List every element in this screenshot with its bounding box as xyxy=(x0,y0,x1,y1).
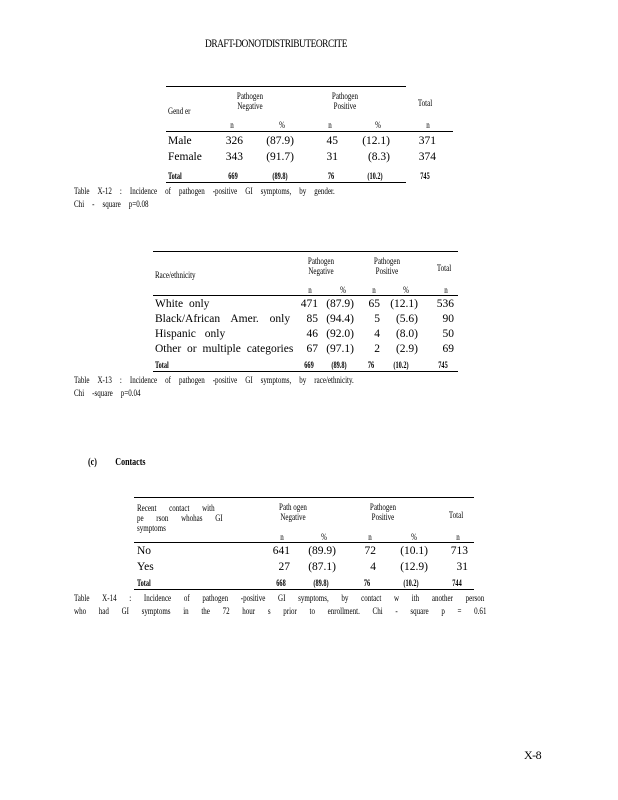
table-header-rule xyxy=(153,295,458,296)
table-top-rule xyxy=(166,86,406,87)
cell-total: 744 xyxy=(452,578,462,588)
cell-p1: (89.8) xyxy=(331,360,347,370)
row-label: Black/African Amer. only xyxy=(155,313,291,325)
total-header: Total xyxy=(436,263,452,273)
sub-n: n xyxy=(280,532,284,542)
cell-p2: (8.0) xyxy=(395,328,418,340)
table-header-rule xyxy=(166,131,453,132)
section-title: Contacts xyxy=(115,457,146,468)
table-caption-stat: Chi - square p=0.08 xyxy=(74,199,149,209)
row-label: Other or multiple categories xyxy=(155,343,294,355)
cell-total: 713 xyxy=(450,545,468,557)
cell-n2: 76 xyxy=(363,578,371,588)
table-bottom-rule xyxy=(134,589,474,590)
table-header-rule xyxy=(134,542,474,543)
cell-p2: (12.1) xyxy=(362,135,390,147)
cell-n2: 5 xyxy=(374,313,380,325)
cell-n2: 4 xyxy=(370,561,376,573)
cell-p1: (91.7) xyxy=(266,151,294,163)
cell-p1: (87.9) xyxy=(326,298,354,310)
sub-pct: % xyxy=(279,120,285,130)
cell-total: 69 xyxy=(442,343,454,355)
cell-n1: 46 xyxy=(306,328,318,340)
cell-n1: 471 xyxy=(300,298,318,310)
cell-p2: (12.9) xyxy=(400,561,428,573)
cell-p1: (92.0) xyxy=(326,328,354,340)
cell-n1: 27 xyxy=(278,561,290,573)
cell-p2: (10.2) xyxy=(393,360,409,370)
sub-n: n xyxy=(230,120,234,130)
pathogen-positive-header: Pathogen Positive xyxy=(331,91,359,111)
row-label: Total xyxy=(155,360,169,370)
cell-p1: (89.8) xyxy=(313,578,329,588)
table-caption-stat: Chi -square p=0.04 xyxy=(74,388,141,398)
cell-total: 374 xyxy=(418,151,436,163)
table-caption-stat: who had GI symptoms in the 72 hour s prior to enrollment. Chi - square p = 0.61 xyxy=(74,606,487,616)
cell-total: 371 xyxy=(418,135,436,147)
row-label: Total xyxy=(168,171,182,181)
cell-total: 31 xyxy=(456,561,468,573)
cell-n1: 326 xyxy=(225,135,243,147)
cell-n2: 76 xyxy=(327,171,335,181)
table-top-rule xyxy=(153,251,458,252)
sub-pct: % xyxy=(321,532,327,542)
cell-p2: (2.9) xyxy=(395,343,418,355)
cell-p2: (8.3) xyxy=(367,151,390,163)
cell-p2: (12.1) xyxy=(390,298,418,310)
sub-pct: % xyxy=(375,120,381,130)
cell-n2: 65 xyxy=(368,298,380,310)
pathogen-negative-header: Pathogen Negative xyxy=(307,256,335,276)
column-group-header: Race/ethnicity xyxy=(155,270,196,280)
cell-n2: 31 xyxy=(326,151,338,163)
sub-n: n xyxy=(444,285,448,295)
table-caption: Table X-12 : Incidence of pathogen -positive GI symptoms, by gender. xyxy=(74,186,335,196)
sub-n: n xyxy=(426,120,430,130)
cell-n1: 67 xyxy=(306,343,318,355)
cell-total: 745 xyxy=(420,171,430,181)
column-group-header: Recent contact with pe rson whohas GI symptoms xyxy=(137,503,223,533)
cell-p2: (10.1) xyxy=(400,545,428,557)
cell-n1: 668 xyxy=(276,578,286,588)
cell-n1: 641 xyxy=(272,545,290,557)
section-marker: (c) xyxy=(88,457,97,468)
row-label: Female xyxy=(168,151,202,163)
cell-n1: 669 xyxy=(228,171,238,181)
cell-p2: (10.2) xyxy=(403,578,419,588)
sub-n: n xyxy=(456,532,460,542)
cell-p2: (5.6) xyxy=(395,313,418,325)
pathogen-negative-header: Pathogen Negative xyxy=(236,91,264,111)
table-caption: Table X-13 : Incidence of pathogen -positive GI symptoms, by race/ethnicity. xyxy=(74,375,354,385)
cell-p1: (89.9) xyxy=(308,545,336,557)
cell-n1: 343 xyxy=(225,151,243,163)
cell-total: 50 xyxy=(442,328,454,340)
pathogen-positive-header: Pathogen Positive xyxy=(369,502,397,522)
cell-n2: 4 xyxy=(374,328,380,340)
sub-pct: % xyxy=(403,285,409,295)
row-label: Hispanic only xyxy=(155,328,226,340)
page-header: DRAFT-DONOTDISTRIBUTEORCITE xyxy=(205,38,347,50)
sub-n: n xyxy=(328,120,332,130)
row-label: Male xyxy=(168,135,192,147)
table-bottom-rule xyxy=(166,182,406,183)
cell-p1: (87.1) xyxy=(308,561,336,573)
cell-n1: 85 xyxy=(306,313,318,325)
cell-total: 745 xyxy=(438,360,448,370)
row-label: White only xyxy=(155,298,210,310)
cell-n2: 72 xyxy=(364,545,376,557)
cell-n1: 669 xyxy=(304,360,314,370)
section-heading xyxy=(88,457,146,468)
table-caption: Table X-14 : Incidence of pathogen -positive GI symptoms, by contact w ith another person xyxy=(74,593,485,603)
total-header: Total xyxy=(417,98,433,108)
row-label: Total xyxy=(137,578,151,588)
sub-n: n xyxy=(372,285,376,295)
sub-n: n xyxy=(368,532,372,542)
cell-p1: (97.1) xyxy=(326,343,354,355)
total-header: Total xyxy=(448,510,464,520)
cell-n2: 76 xyxy=(367,360,375,370)
table-top-rule xyxy=(134,497,474,498)
cell-total: 536 xyxy=(436,298,454,310)
row-label: Yes xyxy=(137,561,154,573)
page-number: X-8 xyxy=(524,748,542,762)
cell-p2: (10.2) xyxy=(367,171,383,181)
column-group-header: Gend er xyxy=(168,106,191,116)
cell-n2: 2 xyxy=(374,343,380,355)
pathogen-negative-header: Path ogen Negative xyxy=(279,502,307,522)
table-bottom-rule xyxy=(153,371,458,372)
cell-n2: 45 xyxy=(326,135,338,147)
sub-pct: % xyxy=(340,285,346,295)
cell-p1: (89.8) xyxy=(272,171,288,181)
cell-p1: (94.4) xyxy=(326,313,354,325)
cell-p1: (87.9) xyxy=(266,135,294,147)
sub-n: n xyxy=(308,285,312,295)
sub-pct: % xyxy=(411,532,417,542)
row-label: No xyxy=(137,545,152,557)
pathogen-positive-header: Pathogen Positive xyxy=(373,256,401,276)
cell-total: 90 xyxy=(442,313,454,325)
